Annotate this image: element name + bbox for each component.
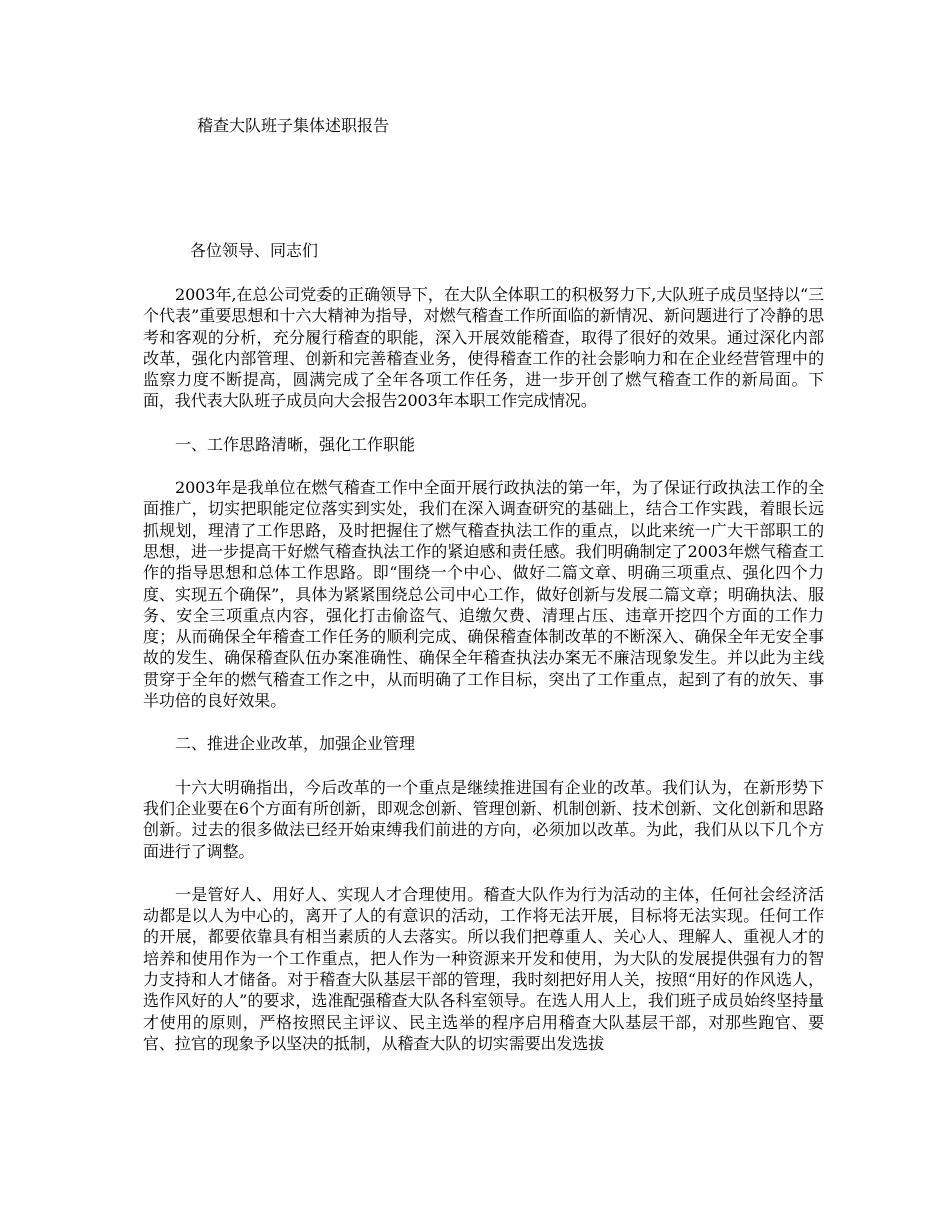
paragraph-intro: 2003年,在总公司党委的正确领导下，在大队全体职工的积极努力下,大队班子成员坚持以“三个代表”重要思想和十六大精神为指导，对燃气稽查工作所面临的新情况、新问题进行了冷静的思考和客观的分析，充分履行稽查的职能，深入开展效能稽查，取得了很好的效果。通过深化内部改革，强化内部管理、创新和完善稽查业务，使得稽查工作的社会影响力和在企业经营管理中的监察力度不断提高，圆满完成了全年各项工作任务，进一步开创了燃气稽查工作的新局面。下面，我代表大队班子成员向大会报告2003年本职工作完成情况。 <box>143 285 824 411</box>
paragraph-section-2: 十六大明确指出，今后改革的一个重点是继续推进国有企业的改革。我们认为，在新形势下我们企业要在6个方面有所创新，即观念创新、管理创新、机制创新、技术创新、文化创新和思路创新。过去的很多做法已经开始束缚我们前进的方向，必须加以改革。为此，我们从以下几个方面进行了调整。 <box>143 777 824 861</box>
section-heading-1: 一、工作思路清晰，强化工作职能 <box>175 434 416 454</box>
paragraph-section-1: 2003年是我单位在燃气稽查工作中全面开展行政执法的第一年，为了保证行政执法工作的全面推广，切实把职能定位落实到实处，我们在深入调查研究的基础上，结合工作实践，着眼长远抓规划，理清了工作思路，及时把握住了燃气稽查执法工作的重点，以此来统一广大干部职工的思想，进一步提高干好燃气稽查执法工作的紧迫感和责任感。我们明确制定了2003年燃气稽查工作的指导思想和总体工作思路。即“围绕一个中心、做好二篇文章、明确三项重点、强化四个力度、实现五个确保”，具体为紧紧围绕总公司中心工作，做好创新与发展二篇文章；明确执法、服务、安全三项重点内容，强化打击偷盗气、追缴欠费、清理占压、违章开挖四个方面的工作力度；从而确保全年稽查工作任务的顺利完成、确保稽查体制改革的不断深入、确保全年无安全事故的发生、确保稽查队伍办案准确性、确保全年稽查执法办案无不廉洁现象发生。并以此为主线贯穿于全年的燃气稽查工作之中，从而明确了工作目标，突出了工作重点，起到了有的放矢、事半功倍的良好效果。 <box>143 478 824 711</box>
section-heading-2: 二、推进企业改革，加强企业管理 <box>175 734 416 754</box>
document-title: 稽查大队班子集体述职报告 <box>197 116 390 135</box>
document-body <box>143 284 824 1076</box>
salutation: 各位领导、同志们 <box>190 241 319 260</box>
paragraph-section-2-point-1: 一是管好人、用好人、实现人才合理使用。稽查大队作为行为活动的主体，任何社会经济活动都是以人为中心的，离开了人的有意识的活动，工作将无法开展，目标将无法实现。任何工作的开展，都要依靠具有相当素质的人去落实。所以我们把尊重人、关心人、理解人、重视人才的培养和使用作为一个工作重点，把人作为一种资源来开发和使用，为大队的发展提供强有力的智力支持和人才储备。对于稽查大队基层干部的管理，我时刻把好用人关，按照“用好的作风选人，选作风好的人”的要求，选准配强稽查大队各科室领导。在选人用人上，我们班子成员始终坚持量才使用的原则，严格按照民主评议、民主选举的程序启用稽查大队基层干部，对那些跑官、要官、拉官的现象予以坚决的抵制，从稽查大队的切实需要出发选拔 <box>143 884 824 1053</box>
